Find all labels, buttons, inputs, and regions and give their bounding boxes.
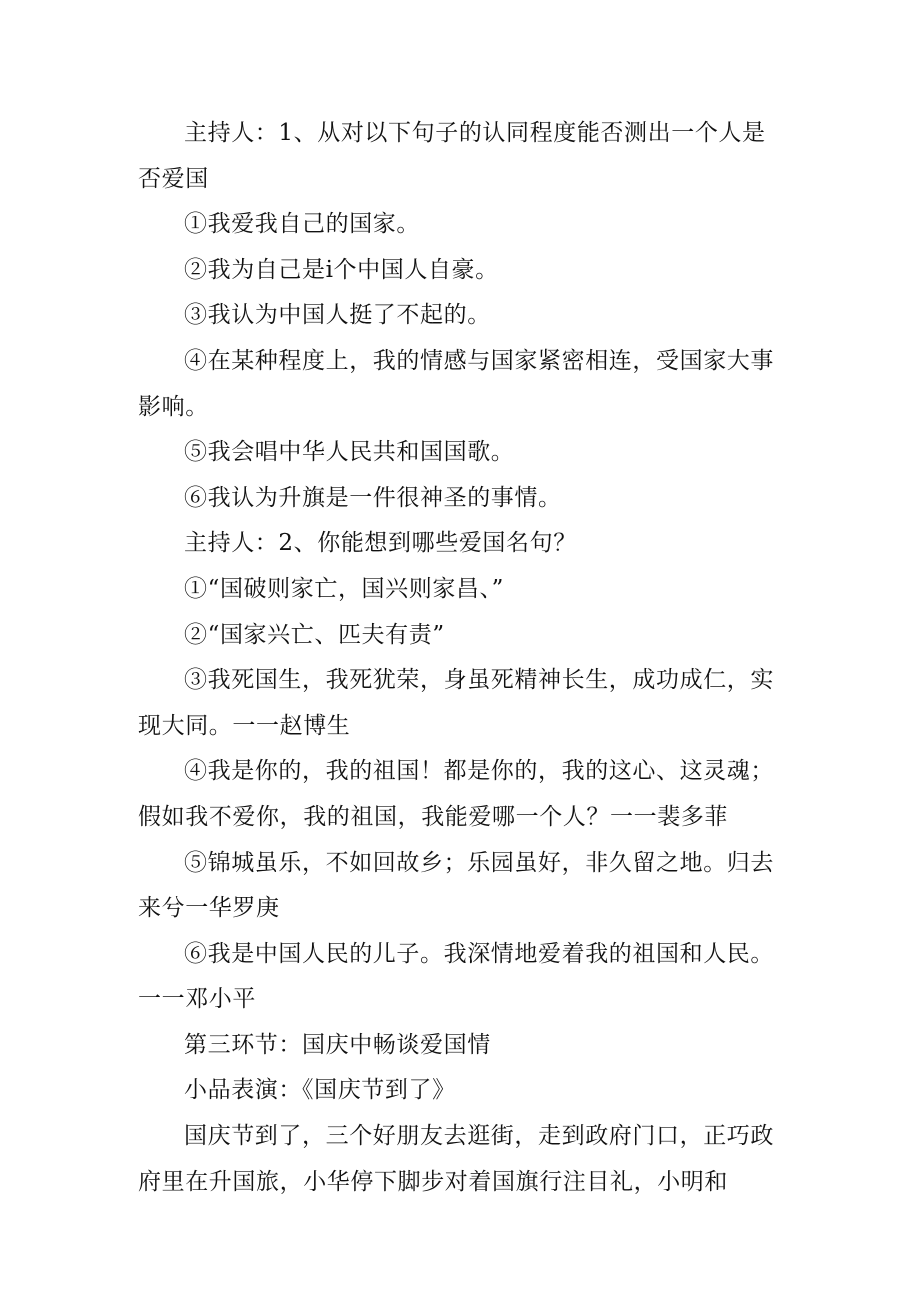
paragraph-statement-6: ⑥我认为升旗是一件很神圣的事情。 (184, 484, 562, 511)
document-body (138, 111, 788, 1205)
paragraph-host-question-2: 主持人：2、你能想到哪些爱国名句？ (184, 530, 577, 557)
paragraph-skit-body: 国庆节到了，三个好朋友去逛街，走到政府门口，正巧政府里在升国旅，小华停下脚步对着国旗行注目礼，小明和 (138, 1123, 774, 1195)
paragraph-quote-3: ③我死国生，我死犹荣，身虽死精神长生，成功成仁，实现大同。一一赵博生 (138, 667, 774, 739)
paragraph-statement-3: ③我认为中国人挺了不起的。 (184, 302, 491, 329)
paragraph-quote-5: ⑤锦城虽乐，不如回故乡；乐园虽好，非久留之地。归去来兮一华罗庚 (138, 849, 774, 922)
paragraph-statement-4: ④在某种程度上，我的情感与国家紧密相连，受国家大事影响。 (138, 347, 774, 420)
paragraph-section-heading: 第三环节：国庆中畅谈爱国情 (184, 1031, 491, 1058)
paragraph-quote-1: ①“国破则家亡，国兴则家昌、” (184, 575, 505, 602)
paragraph-statement-2: ②我为自己是i个中国人自豪。 (184, 256, 499, 283)
paragraph-skit-title: 小品表演：《国庆节到了》 (184, 1077, 456, 1104)
paragraph-quote-4: ④我是你的，我的祖国！都是你的，我的这心、这灵魂；假如我不爱你，我的祖国，我能爱哪一个人？一一裴多菲 (138, 758, 774, 830)
paragraph-statement-5: ⑤我会唱中华人民共和国国歌。 (184, 439, 515, 466)
paragraph-quote-2: ②“国家兴亡、匹夫有责” (184, 621, 445, 648)
paragraph-quote-6: ⑥我是中国人民的儿子。我深情地爱着我的祖国和人民。一一邓小平 (138, 940, 774, 1013)
paragraph-statement-1: ①我爱我自己的国家。 (184, 211, 420, 238)
paragraph-host-question-1: 主持人：1、从对以下句子的认同程度能否测出一个人是否爱国 (138, 120, 766, 192)
